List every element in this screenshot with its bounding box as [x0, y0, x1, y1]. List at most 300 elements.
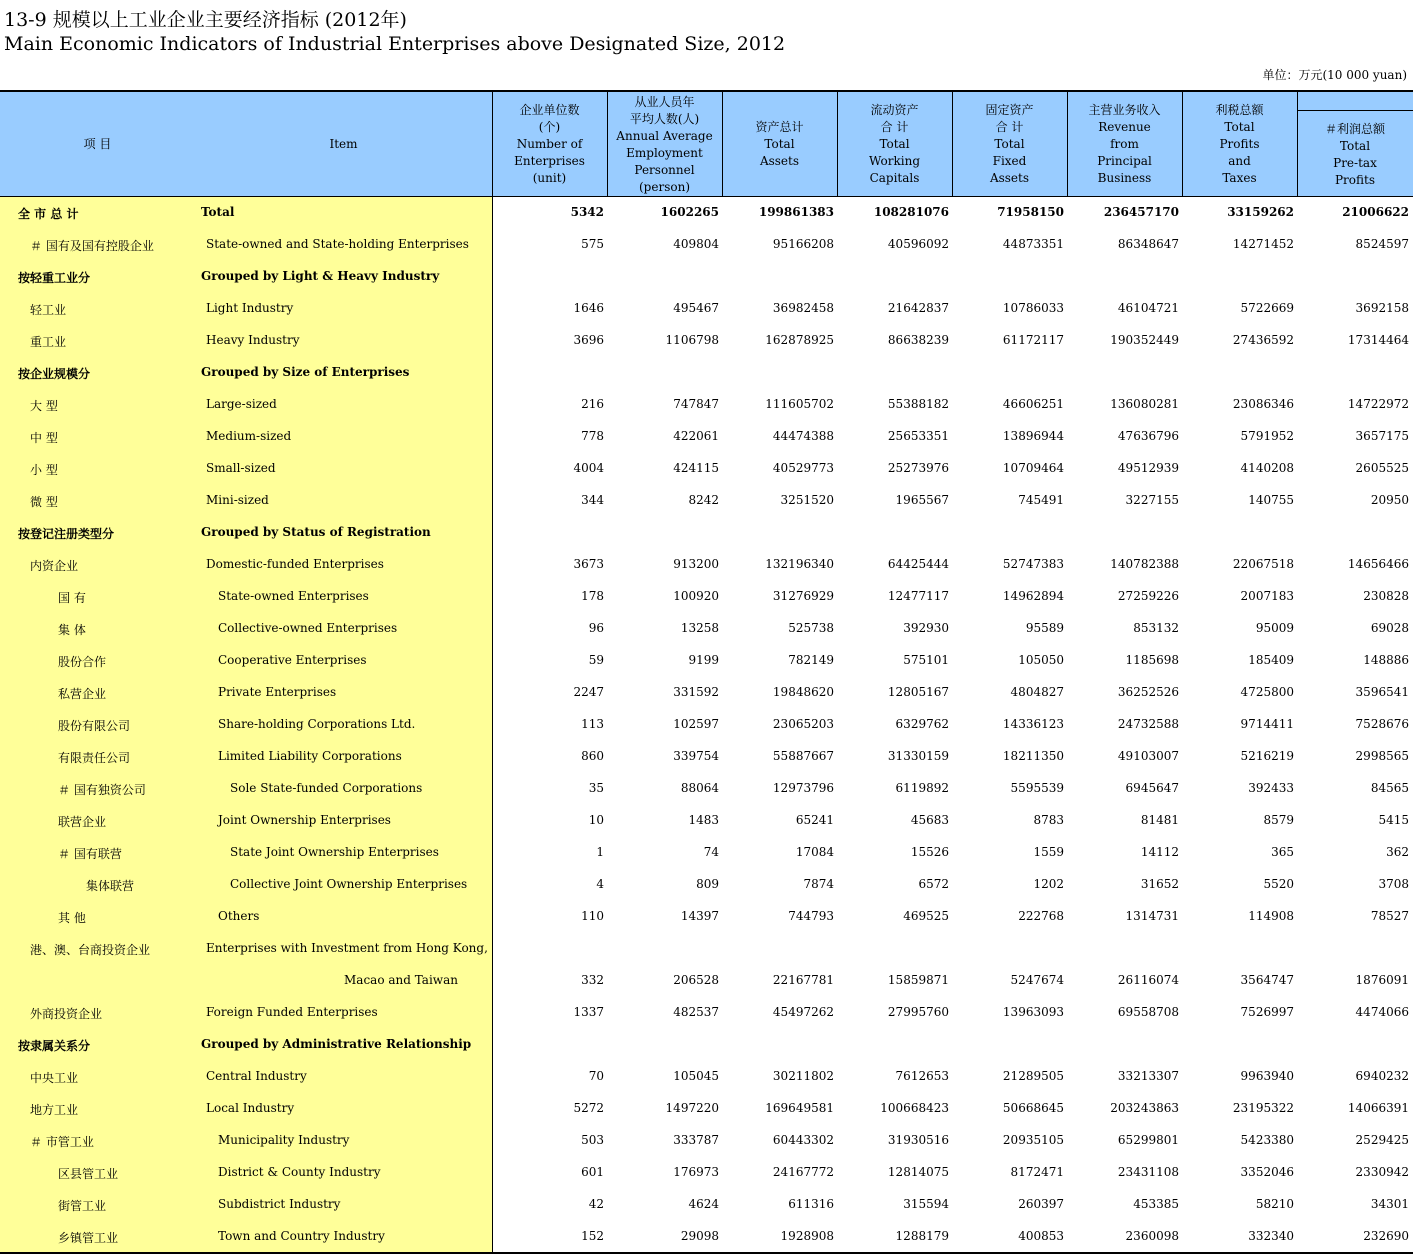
- data-cell: 333787: [673, 1133, 719, 1147]
- data-cell: 27259226: [1117, 589, 1179, 603]
- data-cell: 27995760: [887, 1005, 949, 1019]
- row-label-en: Mini-sized: [206, 493, 269, 507]
- row-label-cn: 重工业: [30, 335, 67, 349]
- table-row: [0, 1093, 1413, 1125]
- data-cell: 8172471: [1010, 1165, 1064, 1179]
- row-label-cn: 按企业规模分: [18, 367, 91, 381]
- data-cell: 745491: [1018, 493, 1064, 507]
- data-cell: 469525: [903, 909, 949, 923]
- data-cell: 45683: [910, 813, 949, 827]
- data-cell: 206528: [673, 973, 719, 987]
- row-label-en: Central Industry: [206, 1069, 307, 1083]
- data-cell: 9963940: [1240, 1069, 1294, 1083]
- row-label-en: Light Industry: [206, 301, 294, 315]
- data-cell: 400853: [1018, 1229, 1064, 1243]
- header-total-assets: 资产总计 Total Assets: [755, 120, 804, 168]
- table-row: [0, 549, 1413, 581]
- data-cell: 4725800: [1240, 685, 1294, 699]
- data-cell: 611316: [788, 1197, 834, 1211]
- row-label-en: Foreign Funded Enterprises: [206, 1005, 378, 1019]
- data-cell: 2247: [573, 685, 604, 699]
- data-cell: 5247674: [1010, 973, 1064, 987]
- data-cell: 5342: [570, 205, 604, 219]
- data-cell: 113: [581, 717, 604, 731]
- row-label-cn: 按轻重工业分: [18, 271, 91, 285]
- row-label-cn: 股份合作: [58, 655, 107, 669]
- column-divider: [1182, 90, 1183, 197]
- data-cell: 778: [581, 429, 604, 443]
- data-cell: 23065203: [772, 717, 834, 731]
- data-cell: 3657175: [1355, 429, 1409, 443]
- data-cell: 1876091: [1355, 973, 1409, 987]
- data-cell: 86348647: [1117, 237, 1179, 251]
- data-cell: 176973: [673, 1165, 719, 1179]
- table-row: [0, 1061, 1413, 1093]
- data-cell: 13896944: [1002, 429, 1064, 443]
- data-cell: 782149: [788, 653, 834, 667]
- data-cell: 6572: [918, 877, 949, 891]
- data-cell: 15526: [910, 845, 949, 859]
- table-row: [0, 837, 1413, 869]
- data-cell: 4: [596, 877, 604, 891]
- data-cell: 14722972: [1347, 397, 1409, 411]
- data-cell: 140755: [1248, 493, 1294, 507]
- data-cell: 10786033: [1002, 301, 1064, 315]
- data-cell: 78527: [1370, 909, 1409, 923]
- data-cell: 178: [581, 589, 604, 603]
- table-row: [0, 773, 1413, 805]
- data-cell: 1202: [1033, 877, 1064, 891]
- data-cell: 35: [588, 781, 604, 795]
- data-cell: 15859871: [887, 973, 949, 987]
- data-cell: 1559: [1033, 845, 1064, 859]
- data-cell: 100920: [673, 589, 719, 603]
- data-cell: 12805167: [887, 685, 949, 699]
- table-row: [0, 293, 1413, 325]
- data-cell: 74: [703, 845, 719, 859]
- column-divider: [722, 90, 723, 197]
- table-row: [0, 709, 1413, 741]
- data-cell: 88064: [680, 781, 719, 795]
- row-label-en: Limited Liability Corporations: [218, 749, 402, 763]
- table-row: [0, 357, 1413, 389]
- row-label-en: Share-holding Corporations Ltd.: [218, 717, 416, 731]
- data-cell: 49103007: [1117, 749, 1179, 763]
- data-cell: 3564747: [1240, 973, 1294, 987]
- data-cell: 424115: [673, 461, 719, 475]
- data-cell: 40529773: [772, 461, 834, 475]
- data-cell: 1106798: [665, 333, 719, 347]
- data-cell: 6945647: [1125, 781, 1179, 795]
- row-label-cn: ＃ 国有独资公司: [58, 783, 146, 797]
- row-label-en: State Joint Ownership Enterprises: [230, 845, 439, 859]
- data-cell: 114908: [1248, 909, 1294, 923]
- header-enterprises: 企业单位数 (个) Number of Enterprises (unit): [514, 103, 585, 185]
- data-cell: 23431108: [1117, 1165, 1179, 1179]
- data-cell: 105050: [1018, 653, 1064, 667]
- data-cell: 3352046: [1240, 1165, 1294, 1179]
- data-cell: 20950: [1370, 493, 1409, 507]
- row-label-cn: 大 型: [30, 399, 58, 413]
- data-cell: 24732588: [1117, 717, 1179, 731]
- data-cell: 185409: [1248, 653, 1294, 667]
- table-row: [0, 805, 1413, 837]
- data-cell: 3696: [573, 333, 604, 347]
- data-cell: 65299801: [1117, 1133, 1179, 1147]
- data-cell: 108281076: [873, 205, 949, 219]
- data-cell: 9714411: [1240, 717, 1294, 731]
- row-label-cn: 小 型: [30, 463, 58, 477]
- row-label-cn: 按登记注册类型分: [18, 527, 115, 541]
- data-cell: 111605702: [765, 397, 834, 411]
- data-cell: 70: [588, 1069, 604, 1083]
- data-cell: 25273976: [887, 461, 949, 475]
- data-cell: 96: [588, 621, 604, 635]
- row-label-en: Large-sized: [206, 397, 277, 411]
- row-label-en: Domestic-funded Enterprises: [206, 557, 384, 571]
- data-cell: 21006622: [1342, 205, 1409, 219]
- row-label-cn: 街管工业: [58, 1199, 107, 1213]
- row-label-cn: 按隶属关系分: [18, 1039, 91, 1053]
- data-cell: 55887667: [772, 749, 834, 763]
- data-cell: 216: [581, 397, 604, 411]
- table-row: [0, 1125, 1413, 1157]
- data-cell: 230828: [1363, 589, 1409, 603]
- data-cell: 22067518: [1232, 557, 1294, 571]
- data-cell: 17084: [795, 845, 834, 859]
- header-item-cn: 项 目: [83, 137, 112, 151]
- data-cell: 495467: [673, 301, 719, 315]
- data-cell: 575: [581, 237, 604, 251]
- data-cell: 46606251: [1002, 397, 1064, 411]
- header-item-en: Item: [329, 137, 358, 151]
- data-cell: 2605525: [1355, 461, 1409, 475]
- table-row: [0, 869, 1413, 901]
- data-cell: 344: [581, 493, 604, 507]
- row-label-en: Sole State-funded Corporations: [230, 781, 423, 795]
- data-cell: 45497262: [772, 1005, 834, 1019]
- data-cell: 8783: [1033, 813, 1064, 827]
- table-row: [0, 933, 1413, 965]
- data-cell: 5415: [1378, 813, 1409, 827]
- data-cell: 95166208: [772, 237, 834, 251]
- data-cell: 503: [581, 1133, 604, 1147]
- data-cell: 27436592: [1232, 333, 1294, 347]
- data-cell: 95009: [1255, 621, 1294, 635]
- table-row: [0, 581, 1413, 613]
- data-cell: 14656466: [1347, 557, 1409, 571]
- column-divider: [837, 90, 838, 197]
- data-cell: 575101: [903, 653, 949, 667]
- data-cell: 7528676: [1355, 717, 1409, 731]
- table-row: [0, 1189, 1413, 1221]
- data-cell: 3673: [573, 557, 604, 571]
- table-row: [0, 1221, 1413, 1253]
- data-cell: 19848620: [772, 685, 834, 699]
- data-cell: 392930: [903, 621, 949, 635]
- table-row: [0, 229, 1413, 261]
- data-cell: 58210: [1255, 1197, 1294, 1211]
- row-label-cn: 微 型: [30, 495, 58, 509]
- data-cell: 31930516: [887, 1133, 949, 1147]
- data-cell: 12973796: [772, 781, 834, 795]
- data-cell: 21289505: [1002, 1069, 1064, 1083]
- data-cell: 9199: [688, 653, 719, 667]
- data-cell: 2998565: [1355, 749, 1409, 763]
- table-row: [0, 421, 1413, 453]
- data-cell: 31276929: [772, 589, 834, 603]
- column-divider: [1297, 90, 1298, 197]
- table-row: [0, 965, 1413, 997]
- row-label-cn: 私营企业: [58, 687, 107, 701]
- data-cell: 13258: [680, 621, 719, 635]
- row-label-en: Grouped by Light & Heavy Industry: [201, 269, 440, 283]
- row-label-cn: 外商投资企业: [30, 1007, 103, 1021]
- data-cell: 1483: [688, 813, 719, 827]
- data-cell: 61172117: [1002, 333, 1064, 347]
- data-cell: 1965567: [895, 493, 949, 507]
- data-cell: 26116074: [1117, 973, 1179, 987]
- data-cell: 95589: [1025, 621, 1064, 635]
- data-cell: 40596092: [887, 237, 949, 251]
- data-cell: 260397: [1018, 1197, 1064, 1211]
- table-row: [0, 261, 1413, 293]
- data-cell: 5216219: [1240, 749, 1294, 763]
- row-label-en: Local Industry: [206, 1101, 295, 1115]
- data-cell: 913200: [673, 557, 719, 571]
- header-revenue: 主营业务收入 Revenue from Principal Business: [1088, 103, 1161, 185]
- data-cell: 47636796: [1117, 429, 1179, 443]
- table-row: [0, 645, 1413, 677]
- data-cell: 25653351: [887, 429, 949, 443]
- row-label-en: Total: [201, 205, 235, 219]
- data-cell: 20935105: [1002, 1133, 1064, 1147]
- data-cell: 1314731: [1125, 909, 1179, 923]
- data-cell: 162878925: [765, 333, 834, 347]
- row-label-en: Subdistrict Industry: [218, 1197, 341, 1211]
- data-cell: 59: [588, 653, 604, 667]
- data-cell: 29098: [680, 1229, 719, 1243]
- data-cell: 69558708: [1117, 1005, 1179, 1019]
- data-cell: 22167781: [772, 973, 834, 987]
- data-cell: 14397: [680, 909, 719, 923]
- data-cell: 236457170: [1103, 205, 1179, 219]
- column-divider: [952, 90, 953, 197]
- table-row: [0, 677, 1413, 709]
- data-cell: 49512939: [1117, 461, 1179, 475]
- row-label-cn: ＃ 国有及国有控股企业: [30, 239, 154, 253]
- data-cell: 853132: [1133, 621, 1179, 635]
- row-label-en: Others: [218, 909, 260, 923]
- data-cell: 23195322: [1232, 1101, 1294, 1115]
- data-cell: 36252526: [1117, 685, 1179, 699]
- data-cell: 5423380: [1240, 1133, 1294, 1147]
- row-label-en: State-owned and State-holding Enterprises: [206, 237, 469, 251]
- data-cell: 17314464: [1347, 333, 1409, 347]
- row-label-en: Joint Ownership Enterprises: [218, 813, 391, 827]
- data-cell: 744793: [788, 909, 834, 923]
- data-cell: 3227155: [1125, 493, 1179, 507]
- row-label-cn: 区县管工业: [58, 1167, 119, 1181]
- data-cell: 1185698: [1125, 653, 1179, 667]
- unit-label: 单位：万元(10 000 yuan): [1262, 68, 1407, 82]
- page-title-english: Main Economic Indicators of Industrial Enterprises above Designated Size, 2012: [4, 33, 786, 55]
- data-cell: 860: [581, 749, 604, 763]
- data-cell: 71958150: [997, 205, 1064, 219]
- table-row: [0, 389, 1413, 421]
- row-label-en: Collective Joint Ownership Enterprises: [230, 877, 468, 891]
- row-label-cn: 其 他: [58, 911, 86, 925]
- data-cell: 23086346: [1232, 397, 1294, 411]
- data-cell: 4804827: [1010, 685, 1064, 699]
- header-fixed-assets: 固定资产 合 计 Total Fixed Assets: [985, 103, 1034, 185]
- data-cell: 2007183: [1240, 589, 1294, 603]
- data-cell: 5595539: [1010, 781, 1064, 795]
- header-working-capitals: 流动资产 合 计 Total Working Capitals: [869, 103, 920, 185]
- data-cell: 86638239: [887, 333, 949, 347]
- data-cell: 14336123: [1002, 717, 1064, 731]
- header-pretax-profits: ＃利润总额 Total Pre-tax Profits: [1297, 110, 1413, 198]
- data-cell: 21642837: [887, 301, 949, 315]
- data-cell: 1337: [573, 1005, 604, 1019]
- data-cell: 365: [1271, 845, 1294, 859]
- data-cell: 7612653: [895, 1069, 949, 1083]
- data-cell: 52747383: [1002, 557, 1064, 571]
- table-row: [0, 1157, 1413, 1189]
- table-row: [0, 997, 1413, 1029]
- data-cell: 525738: [788, 621, 834, 635]
- row-label-cn: 轻工业: [30, 303, 67, 317]
- data-cell: 81481: [1140, 813, 1179, 827]
- data-cell: 4004: [573, 461, 604, 475]
- data-cell: 6119892: [895, 781, 949, 795]
- data-cell: 3251520: [780, 493, 834, 507]
- page-title-chinese: 13-9 规模以上工业企业主要经济指标 (2012年): [4, 9, 407, 31]
- data-cell: 10: [588, 813, 604, 827]
- data-cell: 136080281: [1110, 397, 1179, 411]
- row-label-en: Town and Country Industry: [218, 1229, 385, 1243]
- row-label-cn: 国 有: [58, 591, 86, 605]
- column-divider: [1067, 90, 1068, 197]
- data-cell: 453385: [1133, 1197, 1179, 1211]
- data-cell: 132196340: [765, 557, 834, 571]
- data-cell: 5791952: [1240, 429, 1294, 443]
- table-row: [0, 325, 1413, 357]
- data-cell: 69028: [1370, 621, 1409, 635]
- row-label-cn: 港、澳、台商投资企业: [30, 943, 151, 957]
- table-row: [0, 741, 1413, 773]
- row-label-cn: 全 市 总 计: [18, 207, 79, 221]
- data-cell: 36982458: [772, 301, 834, 315]
- data-cell: 105045: [673, 1069, 719, 1083]
- row-label-cn: 股份有限公司: [58, 719, 131, 733]
- data-cell: 203243863: [1110, 1101, 1179, 1115]
- data-cell: 10709464: [1002, 461, 1064, 475]
- data-cell: 3596541: [1355, 685, 1409, 699]
- data-cell: 2360098: [1125, 1229, 1179, 1243]
- table-row: [0, 613, 1413, 645]
- row-label-en: Enterprises with Investment from Hong Kong,: [206, 941, 488, 955]
- data-cell: 60443302: [772, 1133, 834, 1147]
- row-label-en: Cooperative Enterprises: [218, 653, 367, 667]
- table-row: [0, 901, 1413, 933]
- data-cell: 1288179: [895, 1229, 949, 1243]
- data-cell: 44474388: [772, 429, 834, 443]
- table-row: [0, 517, 1413, 549]
- data-cell: 5520: [1263, 877, 1294, 891]
- column-divider: [607, 90, 608, 197]
- data-cell: 190352449: [1110, 333, 1179, 347]
- data-cell: 33213307: [1117, 1069, 1179, 1083]
- data-cell: 3708: [1378, 877, 1409, 891]
- data-cell: 152: [581, 1229, 604, 1243]
- data-cell: 31330159: [887, 749, 949, 763]
- table-row: [0, 453, 1413, 485]
- data-cell: 4624: [688, 1197, 719, 1211]
- data-cell: 392433: [1248, 781, 1294, 795]
- data-cell: 409804: [673, 237, 719, 251]
- data-cell: 33159262: [1227, 205, 1294, 219]
- row-label-cn: 中 型: [30, 431, 58, 445]
- data-cell: 1602265: [660, 205, 719, 219]
- data-cell: 809: [696, 877, 719, 891]
- data-cell: 14066391: [1347, 1101, 1409, 1115]
- row-label-en: Small-sized: [206, 461, 276, 475]
- row-label-cn: 集体联营: [86, 879, 135, 893]
- data-cell: 110: [581, 909, 604, 923]
- data-cell: 50668645: [1002, 1101, 1064, 1115]
- data-cell: 199861383: [758, 205, 834, 219]
- row-label-cn: 中央工业: [30, 1071, 79, 1085]
- row-label-cn: 乡镇管工业: [58, 1231, 119, 1245]
- row-label-cn: 内资企业: [30, 559, 79, 573]
- row-label-en: Collective-owned Enterprises: [218, 621, 398, 635]
- data-cell: 4474066: [1355, 1005, 1409, 1019]
- data-cell: 100668423: [880, 1101, 949, 1115]
- data-cell: 14962894: [1002, 589, 1064, 603]
- data-cell: 55388182: [887, 397, 949, 411]
- data-cell: 601: [581, 1165, 604, 1179]
- row-label-en: State-owned Enterprises: [218, 589, 369, 603]
- row-label-en: Medium-sized: [206, 429, 292, 443]
- data-cell: 332: [581, 973, 604, 987]
- data-cell: 4140208: [1240, 461, 1294, 475]
- data-cell: 31652: [1140, 877, 1179, 891]
- data-cell: 8579: [1263, 813, 1294, 827]
- row-label-en: Grouped by Administrative Relationship: [201, 1037, 472, 1051]
- data-cell: 84565: [1370, 781, 1409, 795]
- data-cell: 8524597: [1355, 237, 1409, 251]
- data-cell: 232690: [1363, 1229, 1409, 1243]
- data-cell: 331592: [673, 685, 719, 699]
- row-label-en: District & County Industry: [218, 1165, 381, 1179]
- data-cell: 7526997: [1240, 1005, 1294, 1019]
- table-header: [0, 90, 1413, 197]
- data-cell: 222768: [1018, 909, 1064, 923]
- data-cell: 140782388: [1110, 557, 1179, 571]
- data-cell: 5272: [573, 1101, 604, 1115]
- data-cell: 5722669: [1240, 301, 1294, 315]
- data-cell: 24167772: [772, 1165, 834, 1179]
- row-label-cn: 集 体: [58, 623, 86, 637]
- row-label-en: Macao and Taiwan: [344, 973, 458, 987]
- data-cell: 18211350: [1002, 749, 1064, 763]
- data-cell: 42: [588, 1197, 604, 1211]
- data-cell: 482537: [673, 1005, 719, 1019]
- data-cell: 8242: [688, 493, 719, 507]
- data-cell: 6329762: [895, 717, 949, 731]
- data-cell: 747847: [673, 397, 719, 411]
